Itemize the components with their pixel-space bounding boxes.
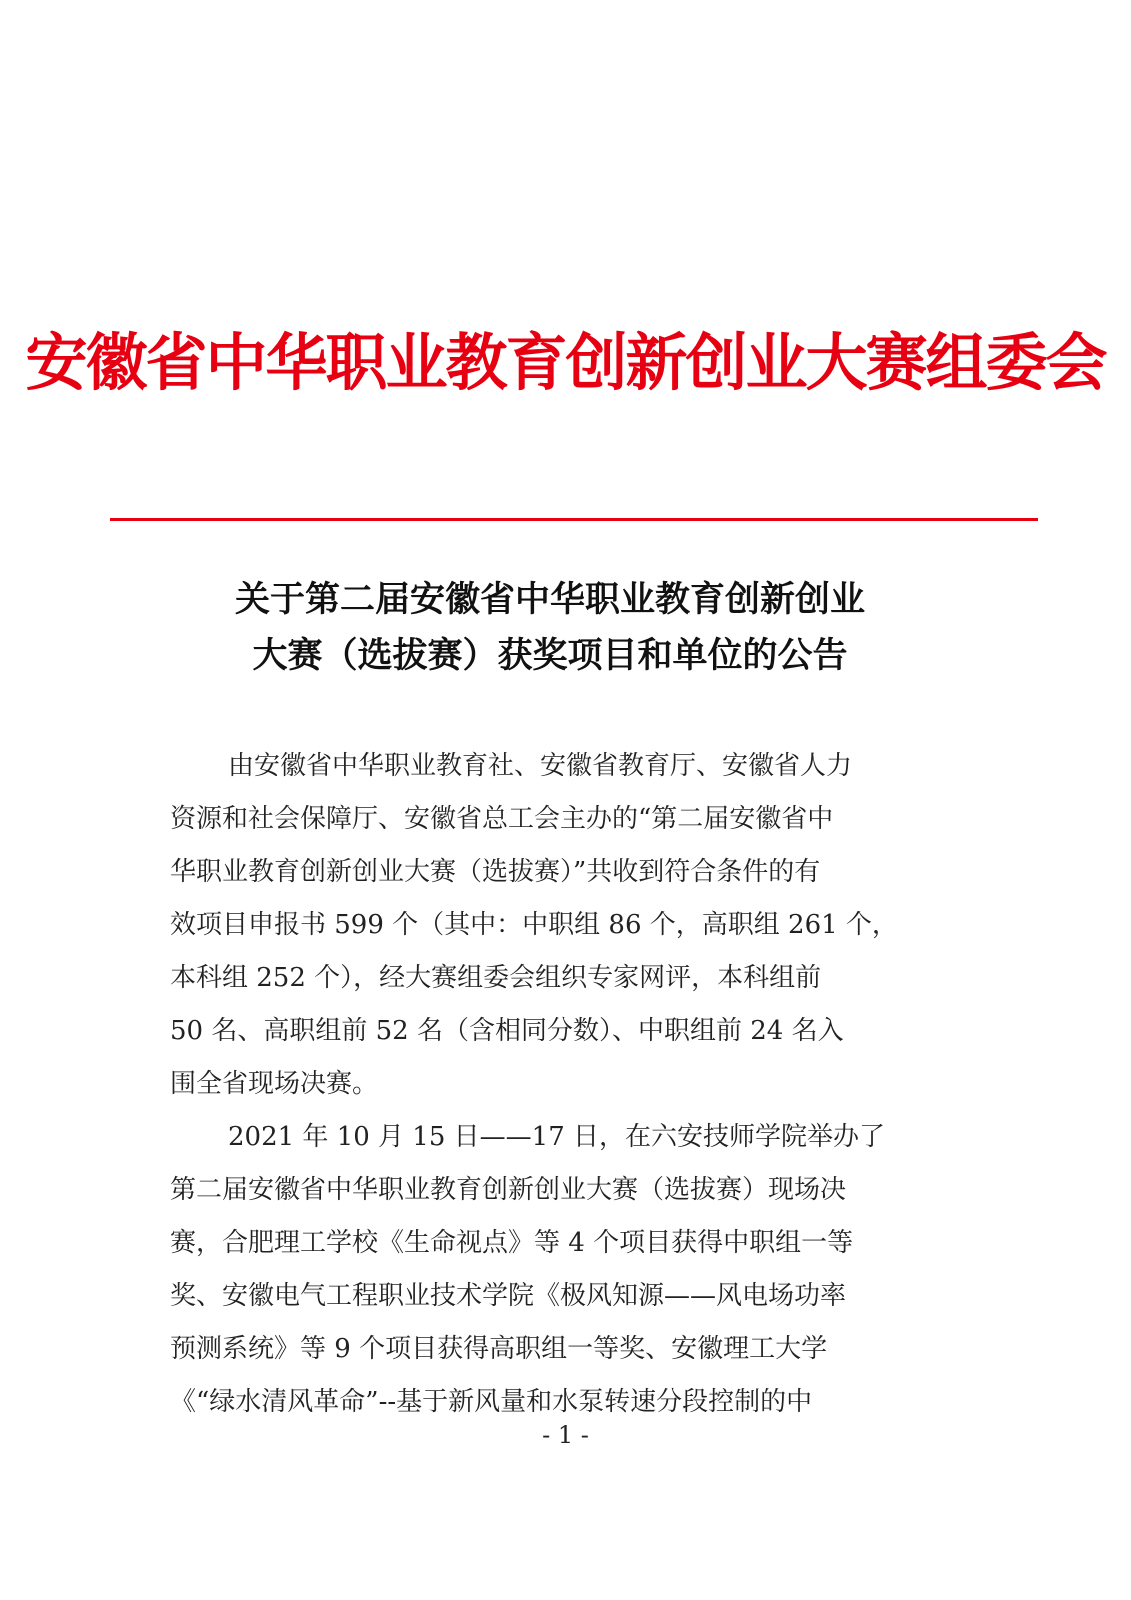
letterhead-title: 安徽省中华职业教育创新创业大赛组委会 bbox=[25, 326, 1106, 399]
notice-title-line-2: 大赛（选拔赛）获奖项目和单位的公告 bbox=[252, 636, 848, 676]
paragraph-line: 赛，合肥理工学校《生命视点》等 4 个项目获得中职组一等 bbox=[170, 1228, 854, 1258]
paragraph-line: 2021 年 10 月 15 日——17 日，在六安技师学院举办了 bbox=[228, 1122, 886, 1152]
paragraph-line: 《“绿水清风革命”--基于新风量和水泵转速分段控制的中 bbox=[170, 1387, 813, 1417]
paragraph-line: 第二届安徽省中华职业教育创新创业大赛（选拔赛）现场决 bbox=[170, 1175, 847, 1205]
paragraph-line: 奖、安徽电气工程职业技术学院《极风知源——风电场功率 bbox=[170, 1281, 847, 1311]
paragraph-line: 50 名、高职组前 52 名（含相同分数）、中职组前 24 名入 bbox=[170, 1016, 844, 1046]
paragraph-line: 华职业教育创新创业大赛（选拔赛）”共收到符合条件的有 bbox=[170, 857, 821, 887]
notice-title-line-1: 关于第二届安徽省中华职业教育创新创业 bbox=[234, 580, 865, 620]
paragraph-line: 围全省现场决赛。 bbox=[170, 1069, 379, 1099]
paragraph-line: 效项目申报书 599 个（其中：中职组 86 个，高职组 261 个， bbox=[170, 910, 898, 940]
paragraph-2 bbox=[170, 1111, 930, 1429]
paragraph-line: 资源和社会保障厅、安徽省总工会主办的“第二届安徽省中 bbox=[170, 804, 834, 834]
red-divider-line bbox=[110, 518, 1038, 521]
notice-body bbox=[170, 740, 930, 1429]
paragraph-1 bbox=[170, 740, 930, 1111]
paragraph-line: 预测系统》等 9 个项目获得高职组一等奖、安徽理工大学 bbox=[170, 1334, 828, 1364]
paragraph-line: 本科组 252 个），经大赛组委会组织专家网评，本科组前 bbox=[170, 963, 822, 993]
page-number: - 1 - bbox=[542, 1421, 589, 1449]
paragraph-line: 由安徽省中华职业教育社、安徽省教育厅、安徽省人力 bbox=[228, 751, 853, 781]
notice-title bbox=[100, 572, 1000, 684]
